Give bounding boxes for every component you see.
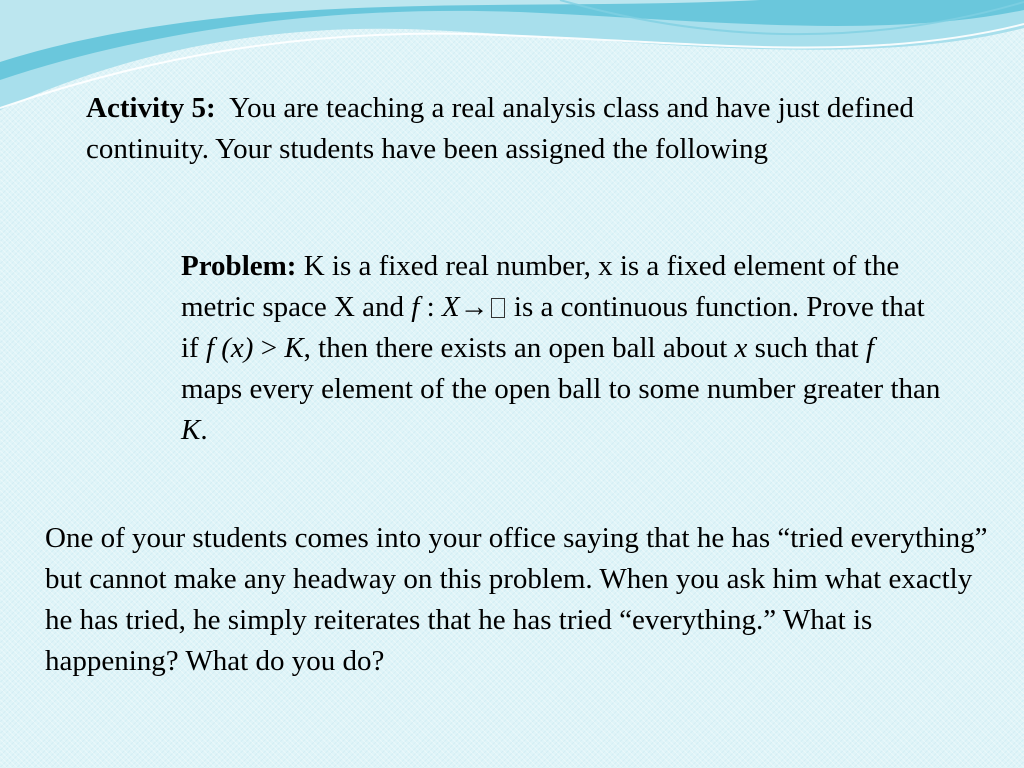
math-K: K — [284, 332, 304, 364]
activity-paragraph — [86, 88, 986, 170]
problem-text-4: such that — [747, 332, 866, 364]
problem-heading: Problem: — [181, 250, 297, 282]
math-fx: f (x) — [205, 332, 254, 364]
missing-glyph-icon — [491, 298, 505, 318]
problem-text-1: K is a fixed real number, x is a fixed element of the metric space X and — [181, 250, 900, 323]
math-f-2: f — [865, 332, 874, 364]
problem-text-2: is a continuous function. Prove that if — [181, 291, 925, 364]
math-f: f — [411, 291, 420, 323]
math-x: x — [734, 332, 748, 364]
activity-heading: Activity 5: — [86, 92, 216, 124]
math-gt: > — [253, 332, 285, 364]
math-colon: : — [419, 291, 442, 323]
activity-text: You are teaching a real analysis class and have just defined continuity. Your students have been assigned the following — [86, 92, 914, 165]
problem-period: . — [200, 414, 208, 446]
problem-text-5: maps every element of the open ball to some number greater than — [181, 373, 941, 405]
closing-paragraph: One of your students comes into your office saying that he has “tried everything” but cannot make any headway on this problem. When you ask him what exactly he has tried, he simply reiterates that he has tried “everything.” What is happening? What do you do? — [45, 522, 988, 677]
math-arrow: → — [459, 291, 489, 323]
problem-text-3: , then there exists an open ball about — [303, 332, 735, 364]
math-K-2: K — [181, 414, 201, 446]
math-X: X — [441, 291, 460, 323]
problem-paragraph — [181, 246, 941, 451]
